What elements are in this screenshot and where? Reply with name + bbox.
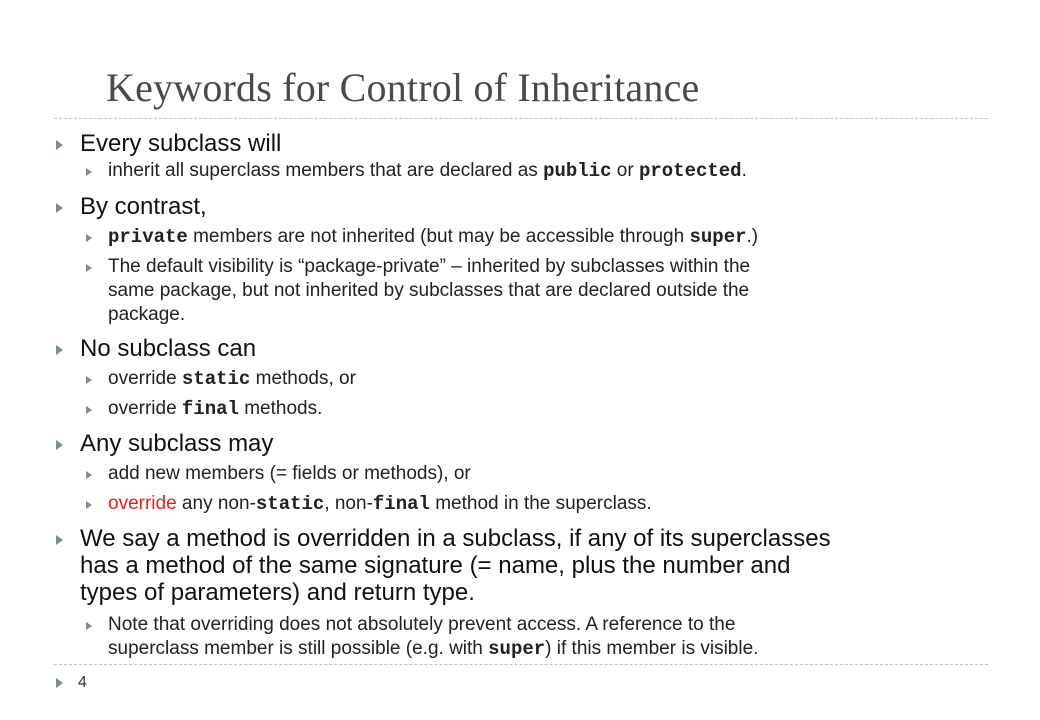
sub-bullet-override-final: override final methods.: [108, 398, 323, 420]
page-number: 4: [78, 674, 87, 691]
sub-bullet-note-overriding-line2: superclass member is still possible (e.g. with super) if this member is visible.: [108, 638, 759, 660]
bullet-icon: [56, 140, 63, 150]
sub-bullet-default-visibility-line2: same package, but not inherited by subclasses that are declared outside the: [108, 280, 750, 301]
sub-bullet-icon: [86, 471, 92, 479]
sub-bullet-icon: [86, 406, 92, 414]
sub-bullet-inherit-public-protected: inherit all superclass members that are declared as public or protected.: [108, 160, 747, 182]
bullet-icon: [56, 203, 63, 213]
sub-bullet-private-members: private members are not inherited (but may be accessible through super.): [108, 226, 759, 248]
bullet-by-contrast: By contrast,: [80, 193, 207, 220]
footer-divider: [54, 664, 988, 665]
sub-bullet-icon: [86, 501, 92, 509]
sub-bullet-override-static: override static methods, or: [108, 368, 356, 390]
sub-bullet-icon: [86, 376, 92, 384]
sub-bullet-default-visibility-line1: The default visibility is “package-private” – inherited by subclasses within the: [108, 256, 751, 277]
sub-bullet-override-non-static: override any non-static, non-final method in the superclass.: [108, 493, 652, 515]
bullet-overridden-line1: We say a method is overridden in a subclass, if any of its superclasses: [80, 525, 831, 552]
bullet-overridden-line3: types of parameters) and return type.: [80, 579, 475, 606]
sub-bullet-icon: [86, 264, 92, 272]
sub-bullet-default-visibility-line3: package.: [108, 304, 186, 325]
bullet-icon: [56, 440, 63, 450]
sub-bullet-icon: [86, 622, 92, 630]
bullet-icon: [56, 535, 63, 545]
bullet-every-subclass: Every subclass will: [80, 130, 282, 157]
bullet-overridden-line2: has a method of the same signature (= name, plus the number and: [80, 552, 791, 579]
footer-bullet-icon: [56, 678, 63, 688]
sub-bullet-note-overriding-line1: Note that overriding does not absolutely prevent access. A reference to the: [108, 614, 736, 635]
bullet-no-subclass-can: No subclass can: [80, 335, 257, 362]
bullet-icon: [56, 345, 63, 355]
sub-bullet-add-new-members: add new members (= fields or methods), or: [108, 463, 471, 484]
bullet-any-subclass-may: Any subclass may: [80, 430, 274, 457]
sub-bullet-icon: [86, 234, 92, 242]
sub-bullet-icon: [86, 168, 92, 176]
slide-title: Keywords for Control of Inheritance: [106, 65, 700, 110]
